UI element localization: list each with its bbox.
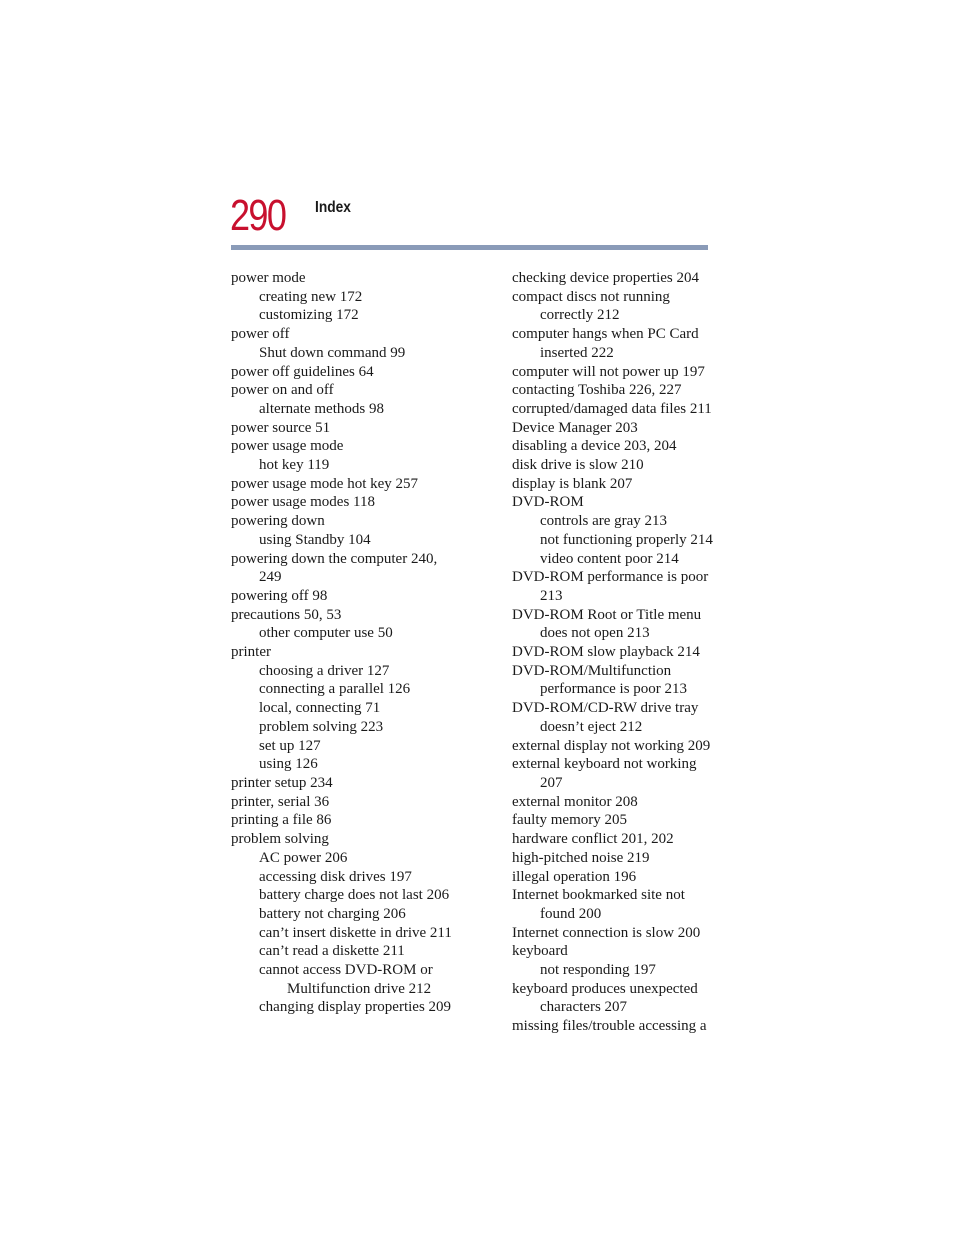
index-entry: powering off 98 <box>231 587 328 604</box>
index-entry: hardware conflict 201, 202 <box>512 831 674 848</box>
index-entry: power usage modes 118 <box>231 494 375 511</box>
index-entry: printer setup 234 <box>231 774 333 791</box>
index-entry: printing a file 86 <box>231 812 332 829</box>
index-entry: contacting Toshiba 226, 227 <box>512 382 682 399</box>
index-subentry: not functioning properly 214 <box>540 531 713 548</box>
index-entry: external display not working 209 <box>512 737 711 754</box>
index-entry: Internet bookmarked site not <box>512 887 685 904</box>
index-entry: problem solving <box>231 831 329 848</box>
index-entry: disabling a device 203, 204 <box>512 438 677 455</box>
index-subentry: 207 <box>540 774 563 791</box>
index-subentry: inserted 222 <box>540 344 614 361</box>
index-entry: keyboard <box>512 943 568 960</box>
index-entry: power usage mode hot key 257 <box>231 475 419 492</box>
index-subentry: does not open 213 <box>540 625 650 642</box>
index-subentry: performance is poor 213 <box>540 681 688 698</box>
index-entry: DVD-ROM performance is poor <box>512 569 709 586</box>
index-subentry: correctly 212 <box>540 307 620 324</box>
index-subentry: cannot access DVD-ROM or <box>259 962 433 979</box>
index-entry: printer, serial 36 <box>231 793 330 810</box>
section-title: Index <box>315 199 351 216</box>
index-entry: powering down <box>231 513 325 530</box>
index-subentry: Multifunction drive 212 <box>287 980 432 997</box>
header-rule <box>231 245 708 250</box>
index-entry: powering down the computer 240, <box>231 550 438 567</box>
index-subentry: battery not charging 206 <box>259 905 406 922</box>
index-entry: disk drive is slow 210 <box>512 457 644 474</box>
index-subentry: battery charge does not last 206 <box>259 887 450 904</box>
index-subentry: set up 127 <box>259 737 321 754</box>
index-entry: power mode <box>231 270 306 286</box>
index-subentry: using Standby 104 <box>259 531 371 548</box>
index-entry: external keyboard not working <box>512 756 697 773</box>
index-subentry: customizing 172 <box>259 307 359 324</box>
index-entry: printer <box>231 644 271 661</box>
index-subentry: 213 <box>540 587 563 604</box>
index-entry: missing files/trouble accessing a <box>512 1018 707 1035</box>
index-entry: Internet connection is slow 200 <box>512 924 701 941</box>
index-entry: compact discs not running <box>512 288 670 305</box>
index-subentry: Shut down command 99 <box>259 344 406 361</box>
index-entry: DVD-ROM/Multifunction <box>512 662 672 679</box>
page-number: 290 <box>230 191 286 240</box>
index-entry: power usage mode <box>231 438 344 455</box>
index-entry: Device Manager 203 <box>512 419 638 436</box>
index-entry: computer will not power up 197 <box>512 363 705 380</box>
index-subentry: local, connecting 71 <box>259 700 381 717</box>
index-subentry: found 200 <box>540 905 602 922</box>
index-entry: DVD-ROM <box>512 494 584 511</box>
index-subentry: changing display properties 209 <box>259 999 452 1016</box>
index-entry: high-pitched noise 219 <box>512 849 650 866</box>
index-entry: DVD-ROM/CD-RW drive tray <box>512 700 699 717</box>
index-subentry: other computer use 50 <box>259 625 393 642</box>
index-subentry: can’t read a diskette 211 <box>259 943 405 960</box>
index-subentry: choosing a driver 127 <box>259 662 390 679</box>
index-subentry: controls are gray 213 <box>540 513 668 530</box>
index-entry: computer hangs when PC Card <box>512 326 699 343</box>
index-entry: DVD-ROM slow playback 214 <box>512 644 700 661</box>
index-entry: illegal operation 196 <box>512 868 637 885</box>
index-subentry: doesn’t eject 212 <box>540 718 643 735</box>
index-subentry: alternate methods 98 <box>259 400 384 417</box>
index-entry: checking device properties 204 <box>512 270 700 286</box>
index-entry: power on and off <box>231 382 334 399</box>
index-column-right <box>512 269 712 1036</box>
index-entry: external monitor 208 <box>512 793 638 810</box>
index-entry: DVD-ROM Root or Title menu <box>512 606 702 623</box>
index-entry: power off guidelines 64 <box>231 363 374 380</box>
index-entry: precautions 50, 53 <box>231 606 342 623</box>
index-entry: corrupted/damaged data files 211 <box>512 400 712 417</box>
index-subentry: 249 <box>259 569 282 586</box>
index-entry: keyboard produces unexpected <box>512 980 698 997</box>
index-subentry: connecting a parallel 126 <box>259 681 411 698</box>
index-entry: power off <box>231 326 290 343</box>
index-subentry: not responding 197 <box>540 962 656 979</box>
index-subentry: characters 207 <box>540 999 628 1016</box>
index-subentry: AC power 206 <box>259 849 348 866</box>
index-subentry: video content poor 214 <box>540 550 679 567</box>
index-subentry: can’t insert diskette in drive 211 <box>259 924 452 941</box>
index-entry: faulty memory 205 <box>512 812 627 829</box>
index-subentry: hot key 119 <box>259 457 330 474</box>
index-entry: power source 51 <box>231 419 331 436</box>
index-subentry: problem solving 223 <box>259 718 384 735</box>
index-column-left <box>231 269 471 1017</box>
index-subentry: using 126 <box>259 756 318 773</box>
index-subentry: accessing disk drives 197 <box>259 868 412 885</box>
index-subentry: creating new 172 <box>259 288 363 305</box>
index-entry: display is blank 207 <box>512 475 633 492</box>
